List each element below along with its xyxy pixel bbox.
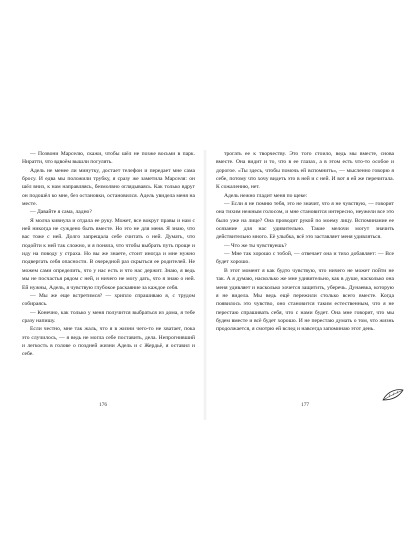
leaf-ornament-icon [382,388,404,402]
left-page-text [22,150,195,359]
paragraph: трогать ее к творчеству. Это того стоило, ведь мы вместе, снова вместе. Она видит и то, что в ее глазах, а в этом есть что-то особое и дорогое. «Ты здесь, чтобы помочь ей вспомнить», — мысленно говорю я себе, потому что хочу видеть это в ней и с ней. И вот я ей же перечитала. К сожалению, нет. [216,151,394,191]
paragraph: Если честно, мне так жаль, что я в жизни чего-то не хватает, пока это случилось, — я ведь не могла себе поставить, дела. Непрогнивший и легкость в голове о поздней жизни Адель и с Жердьё, я оставил и себе. [22,326,195,358]
paragraph: Адель нежно гладит меня по щеке: [224,192,308,199]
paragraph: — Если я не помню тебя, это не значит, что я не чувствую, — говорит она тихим нежным голосом, и мне становится интересно, неужели все это было уже на лице? Она проводит рукой по моему лицу. Вспоминание ее осязание для нас удивительно. Такие мелочи могут значить действительно много. Её улыбка, всё это заставляет меня удивляться. [216,201,394,241]
paragraph: — Мне так хорошо с тобой, — отвечает она и тихо добавляет: — Все будет хорошо. [216,251,394,266]
paragraph: Адель не менее ли минутку, достает телефон и передает мне сама бросу. И едва мы положили трубку, я сразу же заметила Марселя: он шёл вниз, к нам направляясь, безмолвно оглядываясь. Как только вдруг он подошёл ко мне, без остановки, остановился. Адель увидела меня на месте. [22,167,195,208]
paragraph: Я молча кивнула и отдала ее руку. Может, все вокруг правы и нам с ней никогда не суждено быть вместе. Но это не для меня. Я знаю, что вас тоже с ней. Долго запрещала себе считать о ней. Думать, что подойти к ней так сложно, и я поняла, что чтобы выбрать путь проще и иду на поводу у страха. Но вы же знаете, стоит иногда и мне нужно подвергать себя опасности. В очередной раз скрыться ее родителей. Не можем сами определить, что у нас есть и что нас держит. Знаю, я ведь мы не посчастья рядом с ней, и ничего не могу дать, что я знаю о ней. Ей нужны, Адель, я чувствую глубокое раскаяние за каждое себя. [22,217,195,291]
paragraph: — Давайте я сама, ладно? [30,209,92,216]
paragraph: — Позвони Марселю, скажи, чтобы шёл не позже восьми в парк. Ниратти, что вдвоём вышли погулять. [22,151,195,166]
right-page-text [216,150,394,334]
paragraph: — Мы же еще встретимся? — хрипло спрашиваю я, с трудом собираясь. [22,292,195,308]
paragraph: В этот момент я как будто чувствую, что ничего не может пойти не так. А я думаю, насколько же мне удивительно, как в душе, насколько она меня удивляет и насколько хочется защитить, уберечь. Дунаевка, которую я не видела. Мы ведь ещё пережили столько всего вместе. Когда появилось это чувство, оно становится таким естественным, что я не перестаю спрашивать себя, что с нами будет. Она мне говорит, что мы будем вместе и всё будет хорошо. И не перестаю думать о том, что жизнь продолжается, я смотрю ей вслед и навсегда запоминаю этот день. [216,267,394,333]
paragraph: — Конечно, как только у меня получится выбраться из дома, я тебе сразу напишу. [22,309,195,324]
paragraph: — Что же ты чувствуешь? [224,242,287,249]
right-page [205,0,410,547]
page-number-left: 176 [99,402,108,408]
page-number-right: 177 [301,402,310,408]
